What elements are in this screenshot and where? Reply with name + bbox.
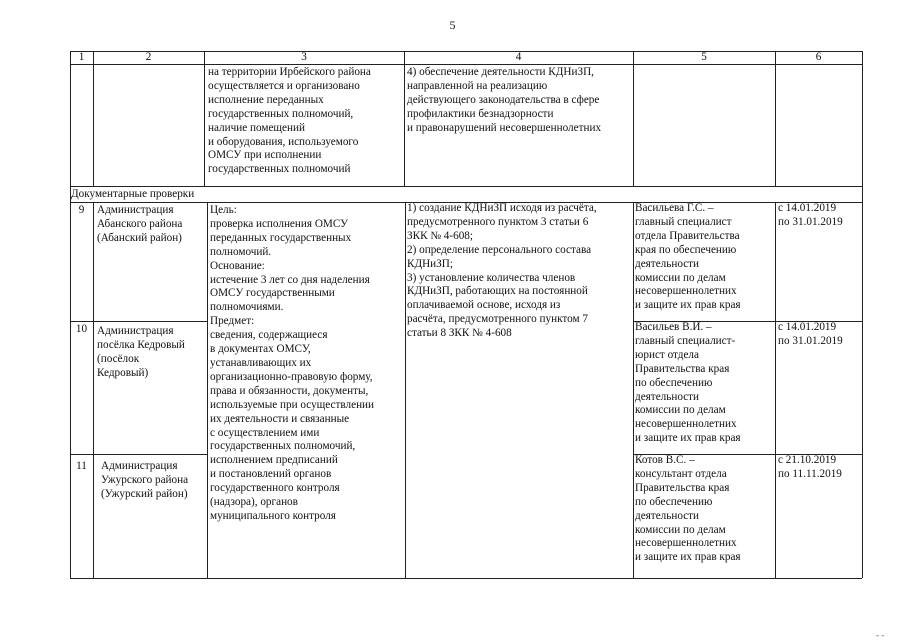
continuation-row-bottom-border: [70, 186, 862, 187]
row-11-number: 11: [76, 460, 87, 472]
col-1-2-divider-body: [93, 202, 94, 578]
continuation-col3-text: на территории Ирбейского района осуществляется и организовано исполнение переданных государственных полномочий, наличие помещений и оборудования, используемого ОМСУ при исполнении государственных полномочий: [208, 66, 371, 176]
section-title: Документарные проверки: [71, 188, 195, 200]
shared-tasks-text: 1) создание КДНиЗП исходя из расчёта, предусмотренного пунктом 3 статьи 6 ЗКК № 4-608; 2) определение персонального состава КДНиЗП; 3) установление количества членов КДНиЗП, работающих на постоянной оплачиваемой основе, исходя из расчёта, предусмотренного пунктом 7 статьи 8 ЗКК № 4-608: [407, 202, 597, 340]
header-col-3: 3: [301, 51, 307, 63]
header-col-4: 4: [515, 51, 522, 63]
row-9-bottom-border-left: [70, 321, 207, 322]
col-4-5-divider-header: [633, 51, 634, 187]
col-5-6-divider-header: [775, 51, 776, 187]
row-10-organization: Администрация посёлка Кедровый (посёлок Кедровый): [97, 325, 185, 379]
header-col-2: 2: [145, 51, 152, 63]
col-2-3-divider-body: [207, 202, 208, 578]
row-11-organization: Администрация Ужурского района (Ужурский район): [101, 460, 189, 500]
header-col-1: 1: [78, 51, 85, 63]
row-11-period: с 21.10.2019 по 11.11.2019: [778, 454, 842, 480]
row-10-bottom-border-left: [70, 454, 207, 455]
row-9-number: 9: [78, 204, 85, 216]
page-number: 5: [449, 18, 456, 32]
row-9-responsible: Васильева Г.С. – главный специалист отдела Правительства края по обеспечению деятельности комиссии по делам несовершеннолетних и защите их прав края: [635, 202, 741, 312]
table-bottom-border: [70, 578, 862, 579]
table-left-border: [70, 51, 71, 578]
scan-speck: ‑ ‑: [876, 630, 885, 640]
col-4-5-divider-body: [633, 202, 634, 578]
continuation-col4-text: 4) обеспечение деятельности КДНиЗП, направленной на реализацию действующего законодательства в сфере профилактики безнадзорности и правонарушений несовершеннолетних: [407, 66, 602, 134]
col-5-6-divider-body: [775, 202, 776, 578]
header-col-6: 6: [815, 51, 822, 63]
row-10-period: с 14.01.2019 по 31.01.2019: [778, 321, 843, 347]
row-10-responsible: Васильев В.И. – главный специалист- юрист отдела Правительства края по обеспечению деятельности комиссии по делам несовершеннолетних и защите их прав края: [635, 321, 741, 445]
col-3-4-divider-header: [404, 51, 405, 187]
col-1-2-divider-header: [93, 51, 94, 187]
row-10-number: 10: [75, 323, 88, 335]
table-right-border: [862, 51, 863, 578]
row-9-period: с 14.01.2019 по 31.01.2019: [778, 202, 843, 228]
col-2-3-divider-header: [204, 51, 205, 187]
row-9-organization: Администрация Абанского района (Абанский район): [97, 204, 183, 244]
header-col-5: 5: [701, 51, 707, 63]
shared-purpose-text: Цель: проверка исполнения ОМСУ переданных государственных полномочий. Основание: истечение 3 лет со дня наделения ОМСУ государственными полномочиями. Предмет: сведения, содержащиеся в документах ОМСУ, устанавливающих их организационно-правовую форму, права и обязанности, документы, используемые при осуществлении их деятельности и связанные с осуществлением ими государственных полномочий, исполнением предписаний и постановлений органов государственного контроля (надзора), органов муниципального контроля: [210, 204, 375, 522]
row-11-responsible: Котов В.С. – консультант отдела Правительства края по обеспечению деятельности комиссии по делам несовершеннолетних и защите их прав края: [635, 454, 741, 564]
col-3-4-divider-body: [405, 202, 406, 578]
